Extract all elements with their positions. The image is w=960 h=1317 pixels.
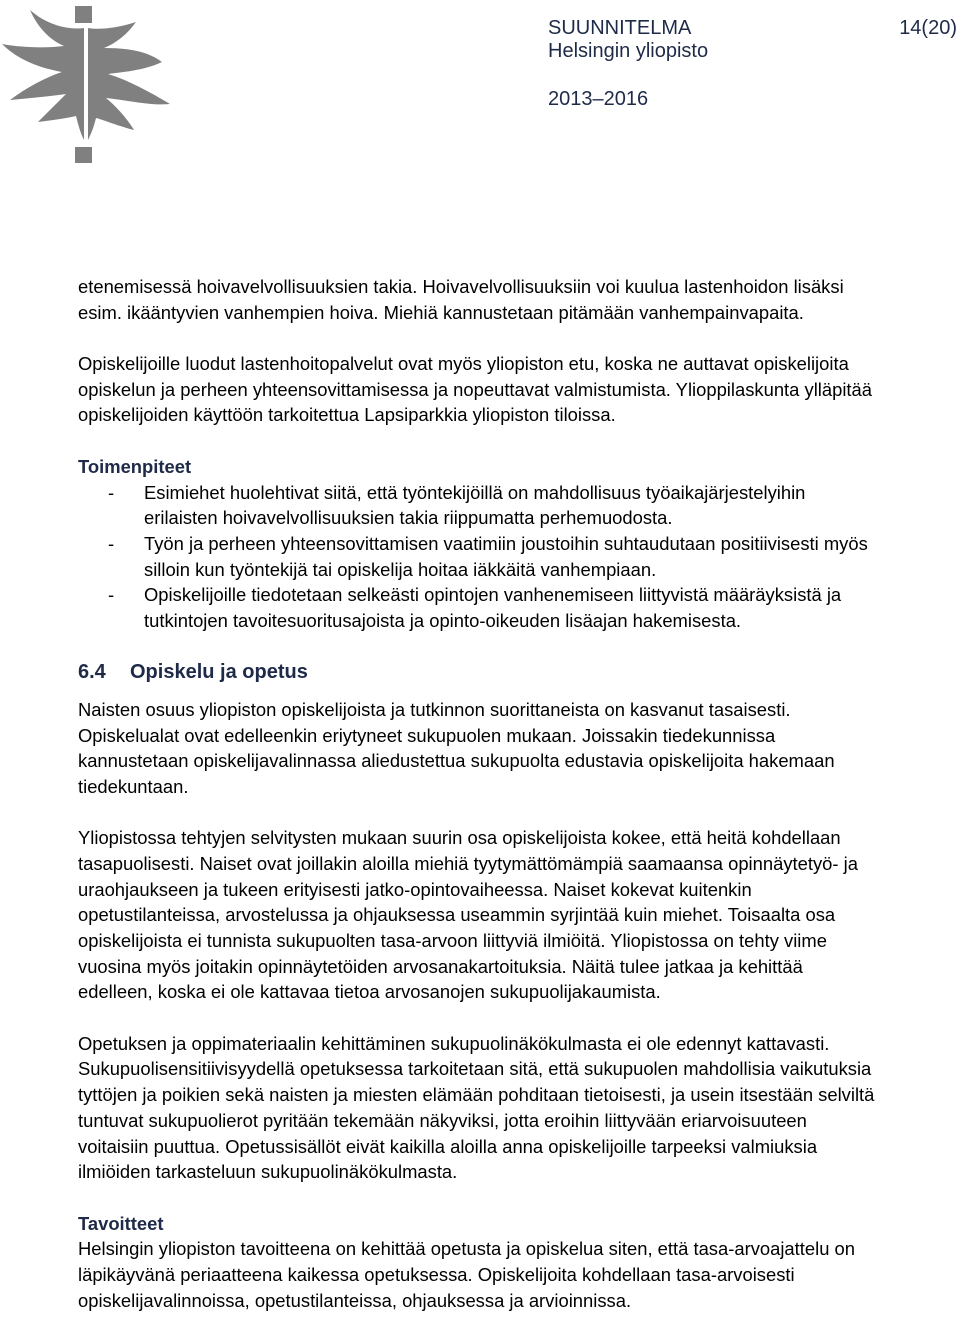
text-line: Sukupuolisensitiivisyydellä opetuksessa tarkoitetaan sitä, että sukupuolen mahdollisia vaikutuksia <box>78 1058 872 1080</box>
measures-heading: Toimenpiteet <box>78 455 192 477</box>
paragraph <box>78 274 938 325</box>
text-line: edelleen, koska ei ole kattavaa tietoa arvosanojen sukupuolijakaumista. <box>78 981 661 1003</box>
measures-list <box>78 480 938 634</box>
text-line: opetustilanteissa, arvostelussa ja ohjauksessa useammin syrjintää kuin miehet. Toisaalta osa <box>78 904 836 926</box>
document-body <box>78 274 938 1313</box>
paragraph <box>78 825 938 1005</box>
text-line: Opiskelijoille tiedotetaan selkeästi opintojen vanhenemiseen liittyvistä määräyksistä ja <box>144 584 842 606</box>
text-line: kannustetaan opiskelijavalinnassa aliedustettua sukupuolta edustavia opiskelijoita hakemaan <box>78 750 835 772</box>
paragraph <box>78 1236 938 1313</box>
text-line: erilaisten hoivavelvollisuuksien takia riippumatta perhemuodosta. <box>144 507 673 529</box>
section-title: Opiskelu ja opetus <box>130 660 308 683</box>
text-line: Naisten osuus yliopiston opiskelijoista ja tutkinnon suorittaneista on kasvanut tasaisesti. <box>78 698 791 720</box>
organization-name: Helsingin yliopisto <box>548 40 709 62</box>
text-line: silloin kun työntekijä tai opiskelija hoitaa iäkkäitä vanhempiaan. <box>144 558 657 580</box>
text-line: etenemisessä hoivavelvollisuuksien takia. Hoivavelvollisuuksiin voi kuulua lastenhoidon lisäksi <box>78 276 844 297</box>
goals-heading: Tavoitteet <box>78 1212 164 1234</box>
page-number: 14(20) <box>899 17 957 39</box>
section-number: 6.4 <box>78 660 106 683</box>
text-line: esim. ikääntyvien vanhempien hoiva. Miehiä kannustetaan pitämään vanhempainvapaita. <box>78 301 804 323</box>
text-line: opiskelun ja perheen yhteensovittamisessa ja nopeuttavat valmistumista. Ylioppilaskunta ylläpitää <box>78 378 872 400</box>
text-line: tyttöjen ja poikien sekä naisten ja miesten elämään pohditaan tietoisesti, ja usein itsestään selviltä <box>78 1084 875 1106</box>
bullet-dash: - <box>108 532 115 554</box>
list-item <box>78 531 938 582</box>
list-item <box>78 582 938 633</box>
text-line: vuosina myös joitakin opinnäytetöiden arvosanakartoituksia. Näitä tulee jatkaa ja kehittää <box>78 955 803 977</box>
plan-period: 2013–2016 <box>548 88 649 110</box>
document-type: SUUNNITELMA <box>548 17 692 39</box>
text-line: tuntuvat sukupuolierot pyritään tekemään näkyviksi, jotta eroihin liittyvään eriarvoisuuteen <box>78 1109 807 1131</box>
paragraph <box>78 697 938 800</box>
text-line: Opetuksen ja oppimateriaalin kehittäminen sukupuolinäkökulmasta ei ole edennyt kattavasti. <box>78 1032 830 1054</box>
text-line: tutkintojen tavoitesuoritusajoista ja opinto-oikeuden lisäajan hakemisesta. <box>144 609 742 631</box>
text-line: Esimiehet huolehtivat siitä, että työntekijöillä on mahdollisuus työaikajärjestelyihin <box>144 481 806 503</box>
text-line: Yliopistossa tehtyjen selvitysten mukaan suurin osa opiskelijoista kokee, että heitä kohdellaan <box>78 827 841 849</box>
bullet-dash: - <box>108 584 115 606</box>
text-line: ilmiöiden tarkasteluun sukupuolinäkökulmasta. <box>78 1161 458 1183</box>
paragraph <box>78 351 938 428</box>
text-line: tiedekuntaan. <box>78 775 189 797</box>
text-line: opiskelijavalinnoissa, opetustilanteissa, ohjauksessa ja arvioinnissa. <box>78 1289 632 1311</box>
logo-flame-left <box>2 10 84 140</box>
text-line: tasapuolisesti. Naiset ovat joillakin aloilla miehiä tyytymättömämpiä saamaansa opinnäytetyö- ja <box>78 852 858 874</box>
logo-flame-right <box>88 22 170 140</box>
text-line: läpikäyvänä periaatteena kaikessa opetuksessa. Opiskelijoita kohdellaan tasa-arvoisesti <box>78 1263 795 1285</box>
text-line: Opiskelijoille luodut lastenhoitopalvelut ovat myös yliopiston etu, koska ne auttavat opiskelijoita <box>78 353 849 375</box>
bullet-dash: - <box>108 481 115 503</box>
paragraph <box>78 1031 938 1185</box>
text-line: opiskelijoista ei tunnista sukupuolten tasa-arvoon liittyviä ilmiöitä. Yliopistossa on tehty viime <box>78 930 827 951</box>
text-line: Helsingin yliopiston tavoitteena on kehittää opetusta ja opiskelua siten, että tasa-arvoajattelu on <box>78 1238 855 1260</box>
text-line: voitaisiin puuttua. Opetussisällöt eivät kaikilla aloilla anna opiskelijoille tarpeeksi valmiuksia <box>78 1135 818 1157</box>
logo-bottom-square <box>75 147 92 163</box>
text-line: opiskelijoiden käyttöön tarkoitettua Lapsiparkkia yliopiston tiloissa. <box>78 404 616 426</box>
text-line: Työn ja perheen yhteensovittamisen vaatimiin joustoihin suhtaudutaan positiivisesti myös <box>144 532 868 554</box>
list-item <box>78 480 938 531</box>
logo-top-square <box>75 6 92 23</box>
section-heading <box>78 659 938 685</box>
text-line: Opiskelualat ovat edelleenkin eriytyneet sukupuolen mukaan. Joissakin tiedekunnissa <box>78 724 776 746</box>
university-flame-logo <box>0 0 172 166</box>
text-line: uraohjaukseen ja tukeen erityisesti jatko-opintovaiheessa. Naiset kokevat kuitenkin <box>78 878 752 900</box>
